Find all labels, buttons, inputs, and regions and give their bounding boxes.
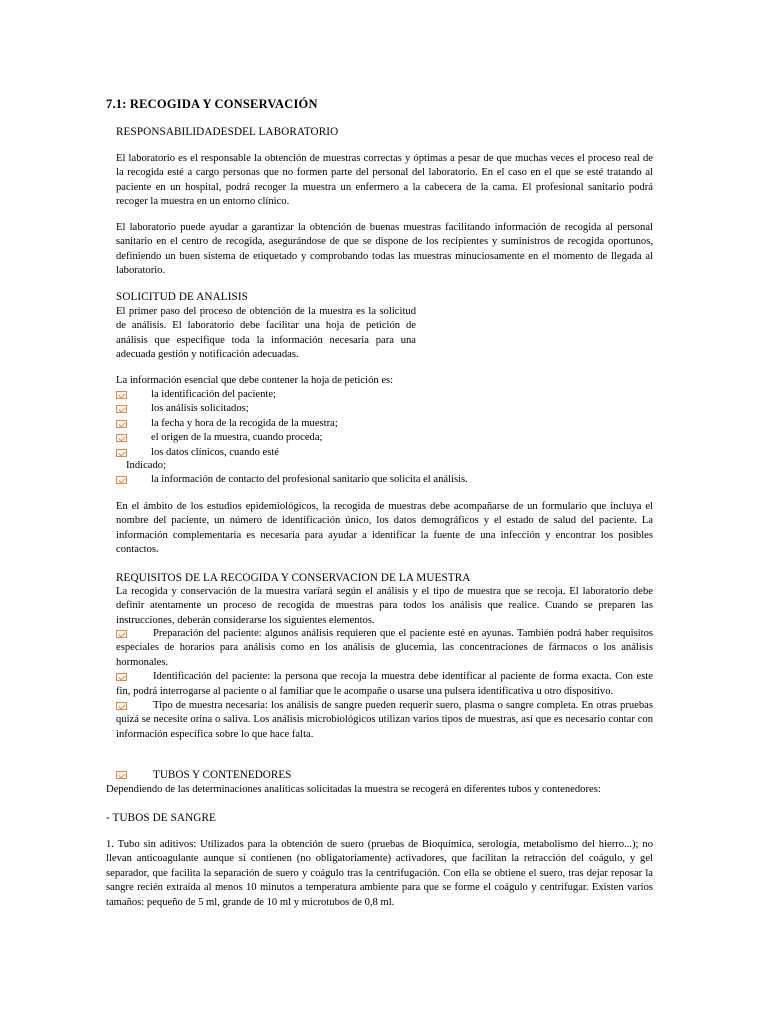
paragraph-requisitos-1: La recogida y conservación de la muestra variará según el análisis y el tipo de muestra que se recoja. El laboratorio debe definir atentamente un proceso de recogida de muestras para todos los análisis que realice. Cuando se preparen las instrucciones, deberán considerarse los siguientes elementos. [116,586,653,626]
checkbox-icon [116,420,127,428]
requisitos-bullet-list [116,627,653,742]
heading-responsabilidades: RESPONSABILIDADESDEL LABORATORIO [116,126,339,138]
list-item: el origen de la muestra, cuando proceda; [116,431,338,445]
list-item: la información de contacto del profesional sanitario que solicita el análisis. [116,473,468,487]
paragraph-tubos-1: Dependiendo de las determinaciones analíticas solicitadas la muestra se recogerá en diferentes tubos y contenedores: [106,784,601,795]
paragraph-solicitud-1: El primer paso del proceso de obtención de la muestra es la solicitud de análisis. El laboratorio debe facilitar una hoja de petición de análisis que especifique toda la información necesaria para una adecuada gestión y notificación adecuadas. [116,306,416,361]
checkbox-icon [116,771,127,779]
paragraph-responsabilidades-2: El laboratorio puede ayudar a garantizar la obtención de buenas muestras facilitando información de recogida al personal sanitario en el centro de recogida, asegurándose de que se dispone de los recipientes y suministros de recogida oportunos, definiendo un buen sistema de etiquetado y comprobando todas las muestras minuciosamente en el momento de llegada al laboratorio. [116,222,653,277]
paragraph-tubos-2: 1. Tubo sin aditivos: Utilizados para la obtención de suero (pruebas de Bioquímica, serología, metabolismo del hierro...); no llevan anticoagulante aunque sí contienen (no obligatoriamente) activadores, que facilitan la retracción del coágulo, y gel separador, que facilita la separación de suero y coágulo tras la centrifugación. Con ella se obtiene el suero, tras dejar reposar la sangre recién extraída al menos 10 minutos a temperatura ambiente para que se forme el coágulo y centrifugar. Existen varios tamaños: pequeño de 5 ml, grande de 10 ml y microtubos de 0,8 ml. [106,839,653,908]
heading-tubos: TUBOS Y CONTENEDORES [153,769,292,781]
checkbox-icon [116,673,127,681]
list-item: los análisis solicitados; [116,402,338,416]
heading-tubos-sangre: - TUBOS DE SANGRE [106,812,216,824]
list-item: la fecha y hora de la recogida de la muestra; [116,417,338,431]
paragraph-solicitud-intro: La información esencial que debe contener la hoja de petición es: [116,375,394,386]
checkbox-icon [116,391,127,399]
list-item: Identificación del paciente: la persona que recoja la muestra debe identificar al paciente de forma exacta. Con este fin, podrá interrogarse al paciente o al familiar que le acompañe o usarse una pulsera identificativa u otro dispositivo. [116,671,653,697]
heading-solicitud: SOLICITUD DE ANALISIS [116,291,248,303]
checkbox-icon [116,434,127,442]
checkbox-icon [116,630,127,638]
solicitud-bullet-list-last [116,473,468,487]
list-item: la identificación del paciente; [116,388,338,402]
paragraph-solicitud-2: En el ámbito de los estudios epidemiológicos, la recogida de muestras debe acompañarse de un formulario que incluya el nombre del paciente, un número de identificación único, los datos demográficos y el estado de salud del paciente. La información complementaria es necesaria para ayudar a identificar la fuente de una infección y encontrar los posibles contactos. [116,501,653,556]
solicitud-bullet-list [116,388,338,460]
list-item: Tipo de muestra necesaria: los análisis de sangre pueden requerir suero, plasma o sangre completa. En otras pruebas quizá se necesite orina o saliva. Los análisis microbiológicos utilizan varios tipos de muestras, así que es necesario contar con información específica sobre lo que hace falta. [116,700,653,740]
list-item: los datos clínicos, cuando esté [116,446,338,460]
checkbox-icon [116,449,127,457]
heading-requisitos: REQUISITOS DE LA RECOGIDA Y CONSERVACION DE LA MUESTRA [116,572,471,584]
list-item: Preparación del paciente: algunos análisis requieren que el paciente esté en ayunas. También podrá haber requisitos especiales de horarios para análisis como en los análisis de glucemia, las concentraciones de fármacos o los análisis hormonales. [116,628,653,668]
indicado-text: Indicado; [126,460,167,471]
checkbox-icon [116,702,127,710]
checkbox-icon [116,476,127,484]
checkbox-icon [116,405,127,413]
paragraph-responsabilidades-1: El laboratorio es el responsable la obtención de muestras correctas y óptimas a pesar de que muchas veces el proceso real de la recogida esté a cargo personas que no formen parte del personal del laboratorio. En el caso en el que se esté tratando al paciente en un hospital, podrá recoger la muestra un enfermero a la cabecera de la cama. El profesional sanitario podrá recoger la muestra en un entorno clínico. [116,153,653,208]
section-title: 7.1: RECOGIDA Y CONSERVACIÓN [106,97,318,111]
